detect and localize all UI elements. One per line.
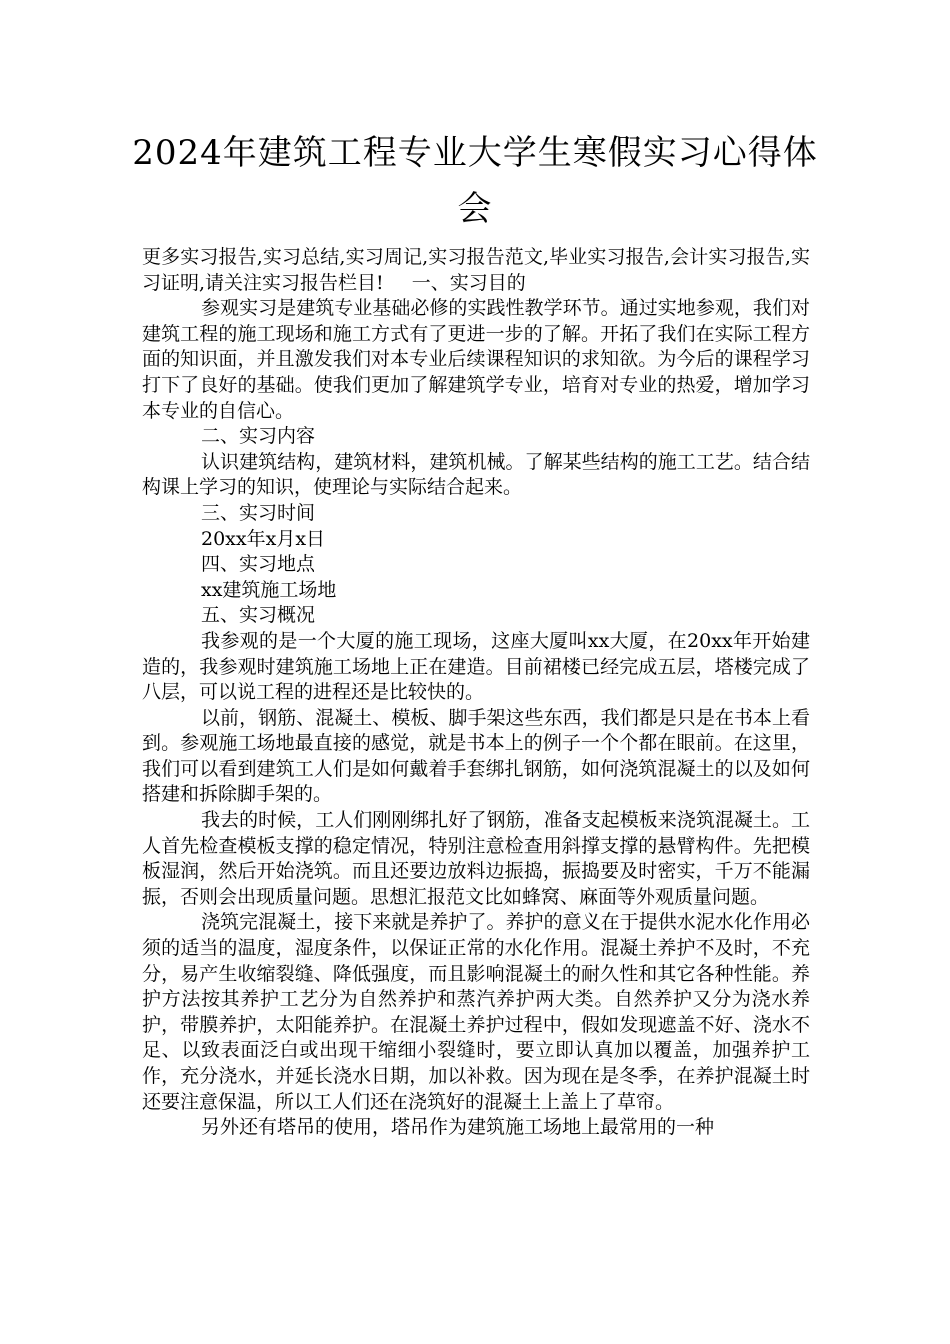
document-title: 2024年建筑工程专业大学生寒假实习心得体会 <box>132 133 818 229</box>
intro-text: 更多实习报告,实习总结,实习周记,实习报告范文,毕业实习报告,会计实习报告,实习证明,请关注实习报告栏目! <box>142 246 810 294</box>
paragraph-overview-3: 我去的时候，工人们刚刚绑扎好了钢筋，准备支起模板来浇筑混凝土。工人首先检查模板支撑的稳定情况，特别注意检查用斜撑支撑的悬臂构件。先把模板湿润，然后开始浇筑。而且还要边放料边振捣，振捣要及时密实，千万不能漏振，否则会出现质量问题。思想汇报范文比如蜂窝、麻面等外观质量问题。 <box>142 809 810 908</box>
paragraph-overview-4: 浇筑完混凝土，接下来就是养护了。养护的意义在于提供水泥水化作用必须的适当的温度，湿度条件，以保证正常的水化作用。混凝土养护不及时，不充分，易产生收缩裂缝、降低强度，而且影响混凝土的耐久性和其它各种性能。养护方法按其养护工艺分为自然养护和蒸汽养护两大类。自然养护又分为浇水养护，带膜养护，太阳能养护。在混凝土养护过程中，假如发现遮盖不好、浇水不足、以致表面泛白或出现干缩细小裂缝时，要立即认真加以覆盖，加强养护工作，充分浇水，并延长浇水日期，加以补救。因为现在是冬季，在养护混凝土时还要注意保温，所以工人们还在浇筑好的混凝土上盖上了草帘。 <box>142 911 810 1113</box>
paragraph-purpose: 参观实习是建筑专业基础必修的实践性教学环节。通过实地参观，我们对建筑工程的施工现场和施工方式有了更进一步的了解。开拓了我们在实际工程方面的知识面，并且激发我们对本专业后续课程知识的求知欲。为今后的课程学习打下了良好的基础。使我们更加了解建筑学专业，培育对专业的热爱，增加学习本专业的自信心。 <box>142 297 810 422</box>
section-heading-overview: 五、实习概况 <box>201 604 316 627</box>
document-body <box>142 245 810 1141</box>
section-heading-location: 四、实习地点 <box>201 553 316 576</box>
paragraph-time: 20xx年x月x日 <box>201 527 326 550</box>
paragraph-content: 认识建筑结构，建筑材料，建筑机械。了解某些结构的施工工艺。结合结构课上学习的知识，使理论与实际结合起来。 <box>142 450 810 499</box>
section-heading-content: 二、实习内容 <box>201 425 316 448</box>
intro-paragraph <box>142 245 810 296</box>
paragraph-overview-5: 另外还有塔吊的使用，塔吊作为建筑施工场地上最常用的一种 <box>201 1116 715 1139</box>
paragraph-overview-2: 以前，钢筋、混凝土、模板、脚手架这些东西，我们都是只是在书本上看到。参观施工场地最直接的感觉，就是书本上的例子一个个都在眼前。在这里，我们可以看到建筑工人们是如何戴着手套绑扎钢筋，如何浇筑混凝土的以及如何搭建和拆除脚手架的。 <box>142 706 810 806</box>
paragraph-location: xx建筑施工场地 <box>201 578 337 601</box>
section-heading-purpose: 一、实习目的 <box>411 271 526 294</box>
paragraph-overview-1: 我参观的是一个大厦的施工现场，这座大厦叫xx大厦，在20xx年开始建造的，我参观时建筑施工场地上正在建造。目前裙楼已经完成五层，塔楼完成了八层，可以说工程的进程还是比较快的。 <box>142 629 810 704</box>
section-heading-time: 三、实习时间 <box>201 501 316 524</box>
